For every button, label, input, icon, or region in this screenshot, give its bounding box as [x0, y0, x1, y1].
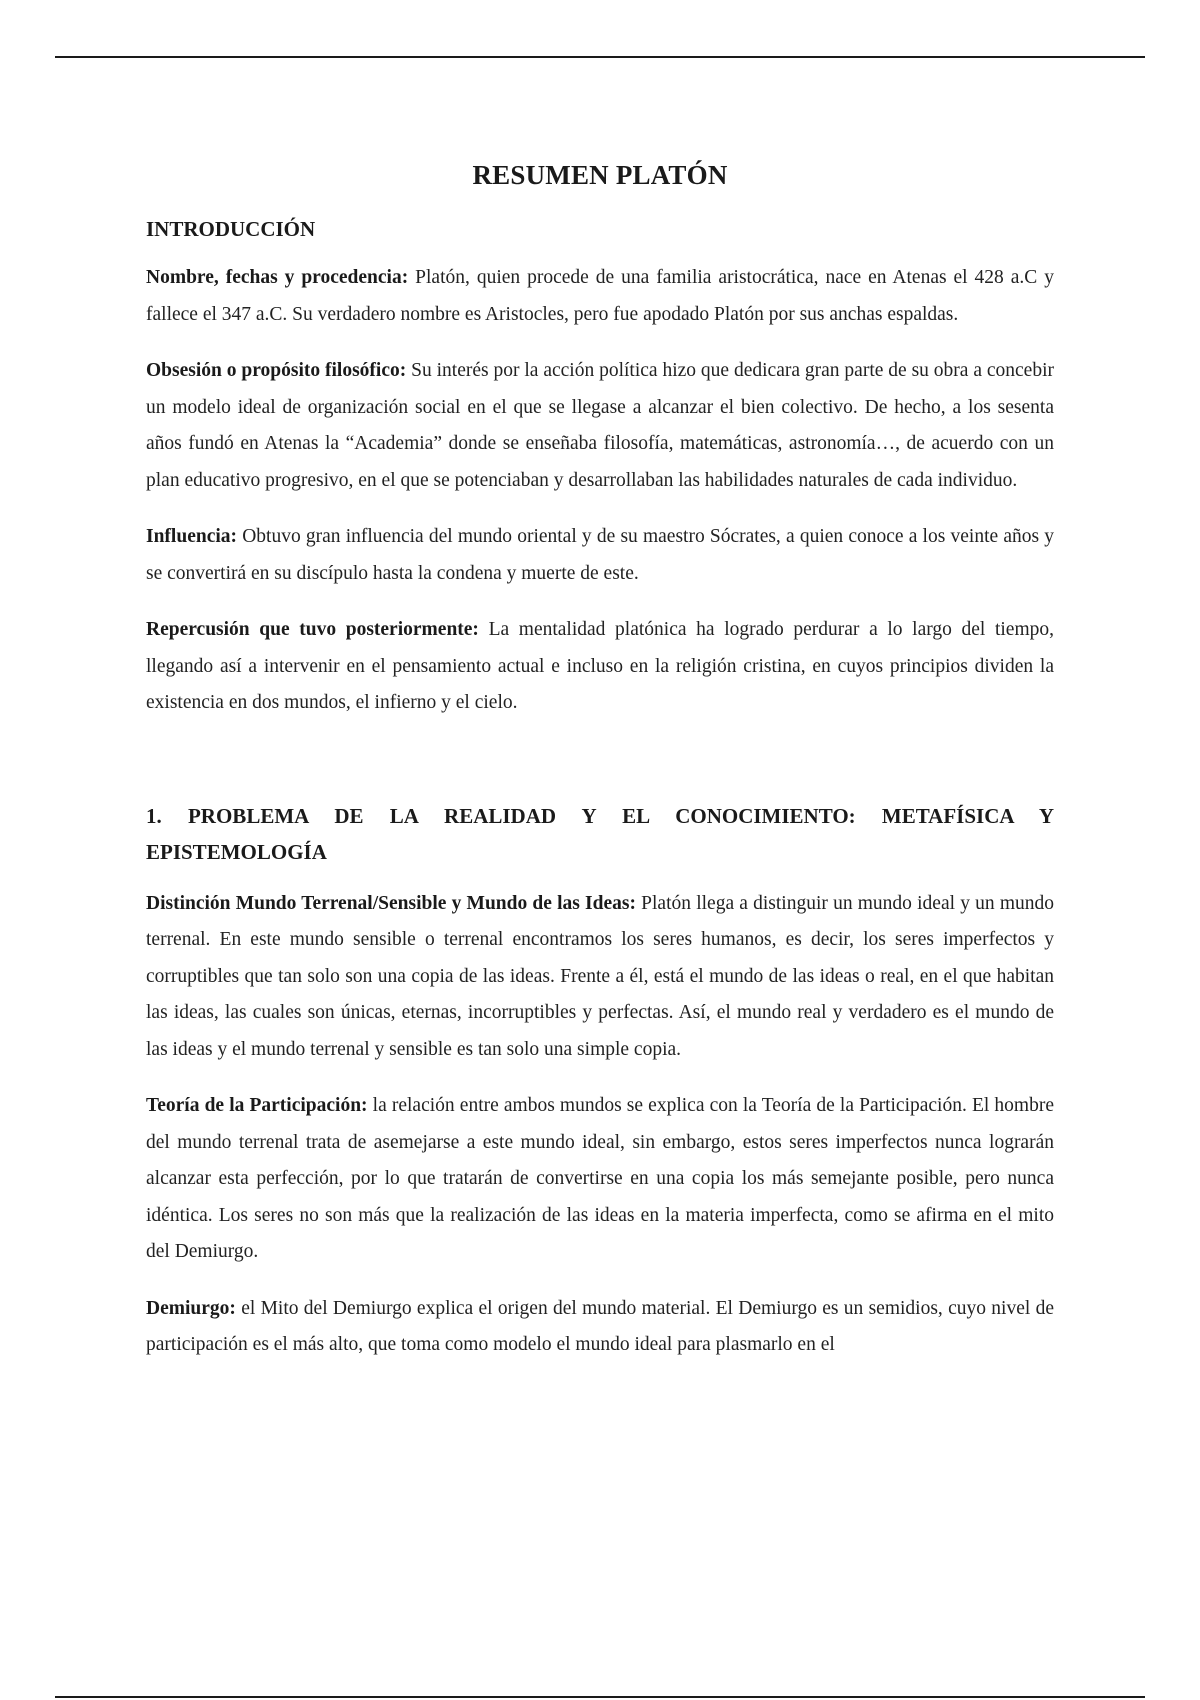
paragraph-text: Su interés por la acción política hizo que dedicara gran parte de su obra a concebir un modelo ideal de organización social en el que se llegase a alcanzar el bien colectivo. De hecho, a los sesenta años fundó en Atenas la “Academia” donde se enseñaba filosofía, matemáticas, astronomía…, de acuerdo con un plan educativo progresivo, en el que se potenciaban y desarrollaban las habilidades naturales de cada individuo.	[146, 360, 1055, 491]
paragraph-obsesion	[146, 353, 1054, 499]
document-body	[146, 160, 1054, 1384]
top-rule	[55, 56, 1145, 58]
paragraph-demiurgo	[146, 1291, 1054, 1364]
paragraph-influencia	[146, 519, 1054, 592]
paragraph-text: el Mito del Demiurgo explica el origen del mundo material. El Demiurgo es un semidios, cuyo nivel de participación es el más alto, que toma como modelo el mundo ideal para plasmarlo en el	[146, 1297, 1054, 1355]
paragraph-lead: Distinción Mundo Terrenal/Sensible y Mundo de las Ideas:	[146, 892, 636, 914]
paragraph-text: La mentalidad platónica ha logrado perdurar a lo largo del tiempo, llegando así a intervenir en el pensamiento actual e incluso en la religión cristina, en cuyos principios dividen la existencia en dos mundos, el infierno y el cielo.	[146, 619, 1054, 713]
paragraph-lead: Teoría de la Participación:	[146, 1095, 368, 1116]
paragraph-participacion	[146, 1088, 1054, 1271]
bottom-rule	[55, 1696, 1145, 1698]
paragraph-lead: Influencia:	[146, 526, 238, 547]
paragraph-lead: Nombre, fechas y procedencia:	[146, 267, 409, 288]
paragraph-distincion	[146, 886, 1054, 1069]
section-1-heading: 1. PROBLEMA DE LA REALIDAD Y EL CONOCIMIENTO: METAFÍSICA Y EPISTEMOLOGÍA	[146, 803, 1054, 864]
document-title: RESUMEN PLATÓN	[472, 160, 728, 190]
paragraph-nombre	[146, 260, 1054, 333]
paragraph-text: Platón, quien procede de una familia aristocrática, nace en Atenas el 428 a.C y fallece el 347 a.C. Su verdadero nombre es Aristocles, pero fue apodado Platón por sus anchas espaldas.	[146, 267, 1054, 325]
paragraph-text: Obtuvo gran influencia del mundo oriental y de su maestro Sócrates, a quien conoce a los veinte años y se convertirá en su discípulo hasta la condena y muerte de este.	[146, 526, 1054, 584]
paragraph-lead: Demiurgo:	[146, 1297, 236, 1319]
paragraph-repercusion	[146, 612, 1054, 722]
paragraph-text: la relación entre ambos mundos se explica con la Teoría de la Participación. El hombre del mundo terrenal trata de asemejarse a este mundo ideal, sin embargo, estos seres imperfectos nunca lograrán alcanzar esta perfección, por lo que tratarán de convertirse en una copia los más semejante posible, pero nunca idéntica. Los seres no son más que la realización de las ideas en la materia imperfecta, como se afirma en el mito del Demiurgo.	[146, 1095, 1054, 1262]
intro-heading: INTRODUCCIÓN	[146, 217, 316, 241]
paragraph-lead: Repercusión que tuvo posteriormente:	[146, 619, 479, 640]
paragraph-text: Platón llega a distinguir un mundo ideal y un mundo terrenal. En este mundo sensible o terrenal encontramos los seres humanos, es decir, los seres imperfectos y corruptibles que tan solo son una copia de las ideas. Frente a él, está el mundo de las ideas o real, en el que habitan las ideas, las cuales son únicas, eternas, incorruptibles y perfectas. Así, el mundo real y verdadero es el mundo de las ideas y el mundo terrenal y sensible es tan solo una simple copia.	[146, 892, 1054, 1060]
paragraph-lead: Obsesión o propósito filosófico:	[146, 360, 407, 381]
